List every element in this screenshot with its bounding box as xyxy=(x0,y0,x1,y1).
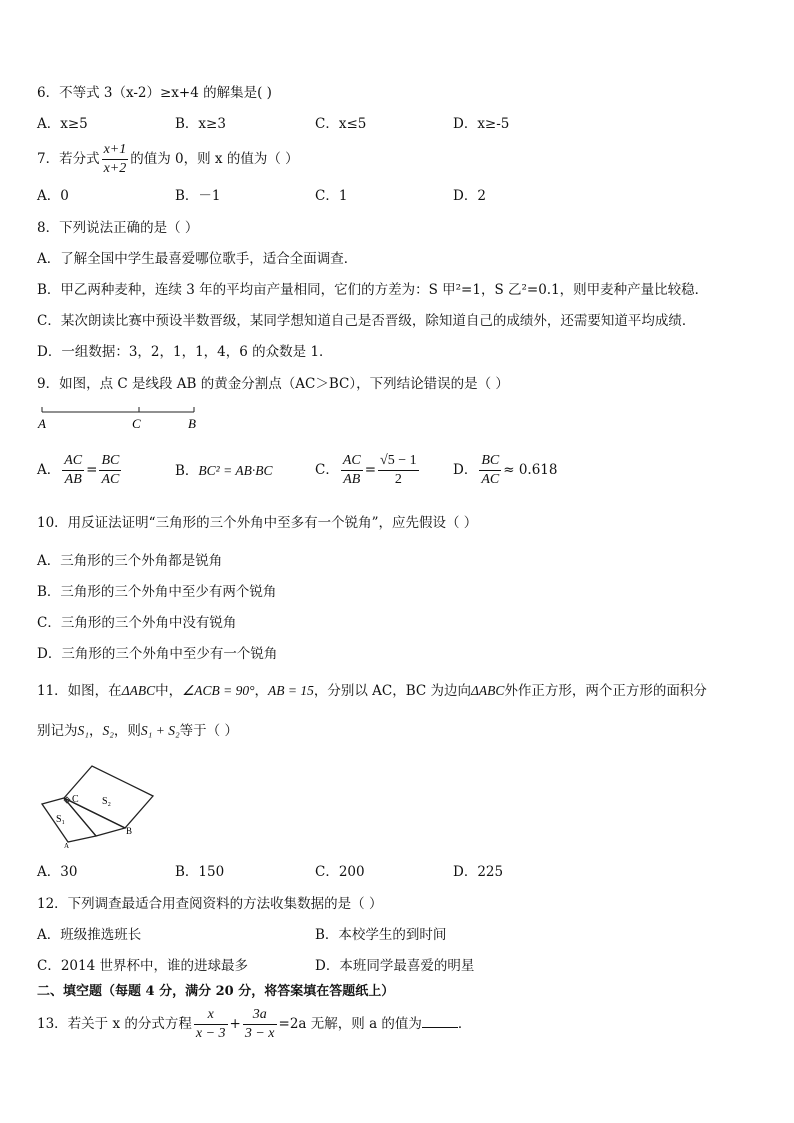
q9-label-a: A xyxy=(38,416,46,431)
q9-c-d2: 2 xyxy=(378,470,419,489)
q13-plus: + xyxy=(229,1016,241,1032)
q11-fig-label-s1: S₁ xyxy=(56,814,66,825)
q9-stem: 9．如图，点 C 是线段 AB 的黄金分割点（AC＞BC），下列结论错误的是（ ） xyxy=(37,376,509,392)
q12-stem: 12．下列调查最适合用查阅资料的方法收集数据的是（ ） xyxy=(37,896,383,912)
q10-option-d: D．三角形的三个外角中至少有一个锐角 xyxy=(37,646,278,662)
q9-a-eq: = xyxy=(86,462,98,478)
q9-a-n1: AC xyxy=(64,453,83,468)
q11-option-a: A．30 xyxy=(37,864,78,880)
q13-prefix: 13．若关于 x 的分式方程 xyxy=(37,1016,192,1032)
q12-option-b: B．本校学生的到时间 xyxy=(315,927,447,943)
q9-option-a xyxy=(37,452,123,489)
q11-l1-a: 11．如图，在 xyxy=(37,683,122,699)
q11-l2-c: 等于（ ） xyxy=(179,723,238,739)
q8-option-a: A．了解全国中学生最喜爱哪位歌手，适合全面调查． xyxy=(37,251,358,267)
q9-option-d-label: D． xyxy=(453,462,478,478)
q13-end: ． xyxy=(457,1016,472,1032)
q9-b-expr: BC² = AB·BC xyxy=(198,463,273,478)
q11-triangle-2: ΔABC xyxy=(471,683,505,698)
q6-option-c: C．x≤5 xyxy=(315,116,367,132)
q11-l1-b: 中， xyxy=(155,683,183,699)
q11-l2-a: 别记为 xyxy=(37,723,78,739)
q8-stem: 8．下列说法正确的是（ ） xyxy=(37,220,199,236)
q9-segment-figure xyxy=(34,402,209,432)
q6-option-b: B．x≥3 xyxy=(175,116,226,132)
q9-option-a-label: A． xyxy=(37,462,61,478)
q13-suffix: =2a 无解，则 a 的值为 xyxy=(278,1016,422,1032)
q13-f2-den: 3 − x xyxy=(244,1026,275,1041)
q11-line2 xyxy=(37,722,238,740)
q10-option-b: B．三角形的三个外角中至少有两个锐角 xyxy=(37,584,277,600)
q7-option-b: B．－1 xyxy=(175,188,221,204)
q7-frac-num: x+1 xyxy=(103,142,127,157)
q11-option-d: D．225 xyxy=(453,864,504,880)
q13-stem xyxy=(37,1006,471,1043)
q9-option-c xyxy=(315,452,421,489)
q11-triangle-1: ΔABC xyxy=(121,683,156,698)
q11-line1 xyxy=(37,682,707,700)
q12-option-a: A．班级推选班长 xyxy=(37,927,142,943)
q13-f1-den: x − 3 xyxy=(195,1026,226,1041)
q7-stem xyxy=(37,141,299,178)
q9-option-b xyxy=(175,462,272,480)
q9-a-frac2 xyxy=(99,452,121,489)
q9-c-n2: √5 − 1 xyxy=(380,453,417,468)
q9-a-n2: BC xyxy=(101,453,120,468)
q9-c-d1: AB xyxy=(341,470,363,489)
q10-option-a: A．三角形的三个外角都是锐角 xyxy=(37,553,223,569)
q11-l1-c: ，分别以 AC，BC 为边向 xyxy=(313,683,471,699)
q9-d-tail: ≈ 0.618 xyxy=(503,462,558,478)
q9-d-d1: AC xyxy=(481,472,500,487)
q11-angle: ∠ACB = 90° xyxy=(182,683,255,698)
q6-stem: 6．不等式 3（x-2）≥x+4 的解集是( ) xyxy=(37,85,272,101)
q11-squares-figure xyxy=(36,762,166,850)
q12-option-d: D．本班同学最喜爱的明星 xyxy=(315,958,475,974)
q9-option-c-label: C． xyxy=(315,462,339,478)
q10-stem: 10．用反证法证明“三角形的三个外角中至多有一个锐角”，应先假设（ ） xyxy=(37,515,478,531)
q12-option-c: C．2014 世界杯中，谁的进球最多 xyxy=(37,958,248,974)
q11-fig-label-a: A xyxy=(64,842,70,850)
q7-option-c: C．1 xyxy=(315,188,348,204)
q7-frac-den: x+2 xyxy=(103,161,127,176)
q9-label-c: C xyxy=(132,416,141,431)
q11-l1-d: 外作正方形，两个正方形的面积分 xyxy=(504,683,707,699)
q11-sep: ， xyxy=(254,683,268,699)
q9-d-frac xyxy=(479,452,501,489)
q11-fig-label-s2: S₂ xyxy=(102,796,112,807)
q9-c-eq: = xyxy=(364,462,377,478)
q9-option-d xyxy=(453,452,557,489)
q9-c-n1: AC xyxy=(342,453,361,468)
q11-comma: ， xyxy=(88,723,103,739)
q11-option-c: C．200 xyxy=(315,864,365,880)
q8-option-d: D．一组数据：3，2，1，1，4，6 的众数是 1． xyxy=(37,344,333,360)
q9-c-frac1 xyxy=(341,452,363,489)
q9-label-b: B xyxy=(188,416,196,431)
q7-option-d: D．2 xyxy=(453,188,486,204)
q9-a-frac1 xyxy=(62,452,84,489)
q11-s2: S₂ xyxy=(102,723,114,738)
q11-fig-label-c: C xyxy=(72,794,79,805)
q11-s1: S₁ xyxy=(77,723,89,738)
q7-prefix: 7．若分式 xyxy=(37,151,100,167)
q11-option-b: B．150 xyxy=(175,864,225,880)
q9-a-d1: AB xyxy=(62,470,84,489)
q9-option-b-label: B． xyxy=(175,463,199,479)
q9-a-d2: AC xyxy=(101,472,120,487)
q13-answer-blank[interactable] xyxy=(422,1013,458,1028)
q11-sum: S₁ + S₂ xyxy=(140,723,180,738)
q9-d-n1: BC xyxy=(481,453,500,468)
q11-fig-label-b: B xyxy=(126,826,133,836)
q13-frac2 xyxy=(243,1006,277,1043)
q7-fraction xyxy=(102,141,129,178)
section2-title: 二、填空题（每题 4 分，满分 20 分，将答案填在答题纸上） xyxy=(37,984,395,999)
q6-option-d: D．x≥-5 xyxy=(453,116,510,132)
q7-suffix: 的值为 0，则 x 的值为（ ） xyxy=(130,151,299,167)
q11-l2-b: ，则 xyxy=(113,723,141,739)
q8-option-c: C．某次朗读比赛中预设半数晋级，某同学想知道自己是否晋级，除知道自己的成绩外，还需要知道平均成绩． xyxy=(37,313,696,329)
q11-ab: AB = 15 xyxy=(267,683,314,698)
q9-c-frac2 xyxy=(378,452,419,489)
q13-f2-num: 3a xyxy=(252,1007,267,1022)
q7-option-a: A．0 xyxy=(37,188,69,204)
q10-option-c: C．三角形的三个外角中没有锐角 xyxy=(37,615,237,631)
q13-frac1 xyxy=(194,1006,228,1043)
q13-f1-num: x xyxy=(207,1007,214,1022)
q8-option-b: B．甲乙两种麦种，连续 3 年的平均亩产量相同，它们的方差为：S 甲²=1，S 乙²=0.1，则甲麦种产量比较稳． xyxy=(37,282,709,298)
q6-option-a: A．x≥5 xyxy=(37,116,88,132)
